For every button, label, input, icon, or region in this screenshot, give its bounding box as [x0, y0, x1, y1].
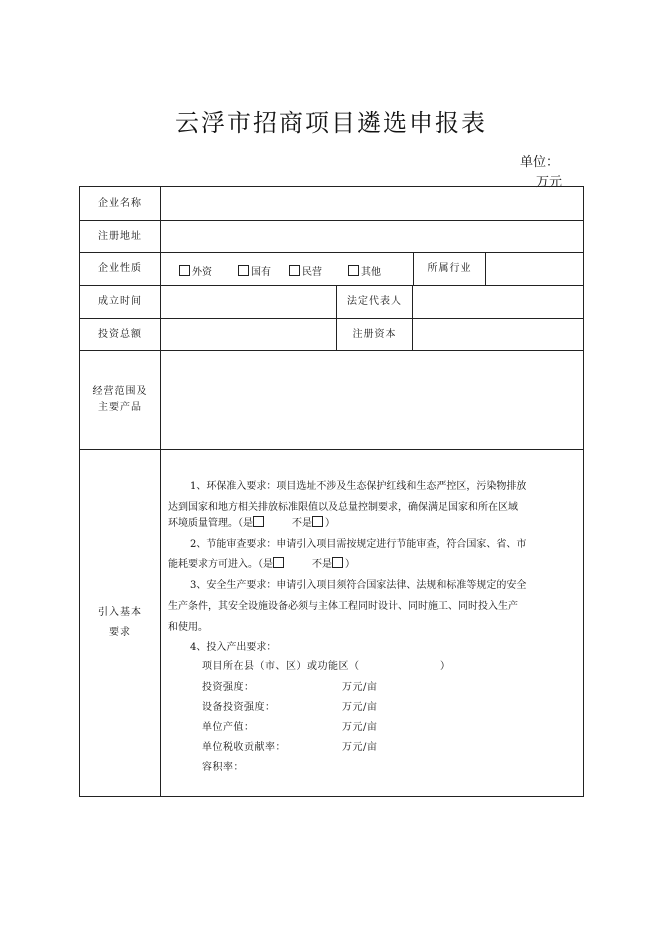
req-3-line2: 生产条件，其安全设施设备必须与主体工程同时设计、同时施工、同时投入生产: [168, 601, 518, 612]
label-business-scope: [80, 351, 160, 449]
business-scope-field[interactable]: [161, 351, 583, 449]
checkbox-yes[interactable]: [273, 557, 284, 568]
legal-rep-field[interactable]: [413, 286, 583, 318]
req-output-unit: 万元/亩: [342, 722, 378, 733]
req-equip-intensity-label: 设备投资强度：: [202, 702, 276, 713]
label-company-name: 企业名称: [98, 197, 142, 209]
checkbox-no[interactable]: [332, 557, 343, 568]
req-3-line1: 3、安全生产要求：申请引入项目须符合国家法律、法规和标准等规定的安全: [190, 580, 527, 591]
label-business-scope-line2: 主要产品: [98, 402, 142, 413]
req-equip-intensity-unit: 万元/亩: [342, 702, 378, 713]
reg-capital-field[interactable]: [413, 319, 583, 350]
checkbox-no[interactable]: [312, 516, 323, 527]
investment-field[interactable]: [161, 319, 336, 350]
label-requirements-line2: 要求: [109, 627, 131, 638]
req-1-line1: 1、环保准入要求：项目选址不涉及生态保护红线和生态严控区，污染物排放: [190, 481, 527, 492]
unit-value: 万元: [536, 175, 563, 190]
label-investment: 投资总额: [98, 328, 142, 340]
req-tax-label: 单位税收贡献率：: [202, 742, 286, 753]
req-zone: 项目所在县（市、区）或功能区（: [202, 661, 360, 672]
label-established: 成立时间: [98, 296, 142, 307]
label-reg-capital: 注册资本: [352, 328, 397, 340]
label-requirements-line1: 引入基本: [98, 607, 142, 618]
checkbox-yes[interactable]: [253, 516, 264, 527]
reg-address-field[interactable]: [161, 221, 583, 252]
checkbox[interactable]: [238, 265, 249, 276]
nature-option-other[interactable]: 其他: [348, 263, 381, 278]
req-far-label: 容积率：: [202, 762, 244, 773]
req-1-line3: 环境质量管理。（是 不是 ）: [168, 518, 335, 529]
req-output-label: 单位产值：: [202, 722, 255, 733]
unit-label: 单位：: [520, 155, 560, 170]
checkbox[interactable]: [348, 265, 359, 276]
req-2-line1: 2、节能审查要求：申请引入项目需按规定进行节能审查，符合国家、省、市: [190, 539, 527, 550]
req-intensity-label: 投资强度：: [202, 682, 255, 693]
label-requirements: [80, 450, 160, 796]
req-intensity-unit: 万元/亩: [342, 682, 378, 693]
req-2-line2: 能耗要求方可进入。（是 不是 ）: [168, 559, 355, 570]
req-tax-unit: 万元/亩: [342, 742, 378, 753]
label-industry: 所属行业: [427, 263, 472, 274]
nature-option-state[interactable]: 国有: [238, 263, 271, 278]
nature-option-private[interactable]: 民营: [289, 263, 322, 278]
page-title: 云浮市招商项目遴选申报表: [175, 109, 487, 137]
checkbox[interactable]: [289, 265, 300, 276]
req-3-line3: 和使用。: [168, 622, 208, 633]
industry-field[interactable]: [486, 253, 583, 285]
label-nature: 企业性质: [98, 263, 142, 274]
label-legal-rep: 法定代表人: [347, 296, 402, 307]
company-name-field[interactable]: [161, 187, 583, 220]
established-field[interactable]: [161, 286, 336, 318]
req-zone-close: ）: [440, 661, 451, 672]
label-reg-address: 注册地址: [98, 230, 142, 242]
req-1-line2: 达到国家和地方相关排放标准限值以及总量控制要求，确保满足国家和所在区域: [168, 502, 518, 513]
nature-option-foreign[interactable]: 外资: [179, 263, 212, 278]
label-business-scope-line1: 经营范围及: [92, 386, 148, 397]
checkbox[interactable]: [179, 265, 190, 276]
req-4-heading: 4、投入产出要求：: [190, 642, 277, 653]
